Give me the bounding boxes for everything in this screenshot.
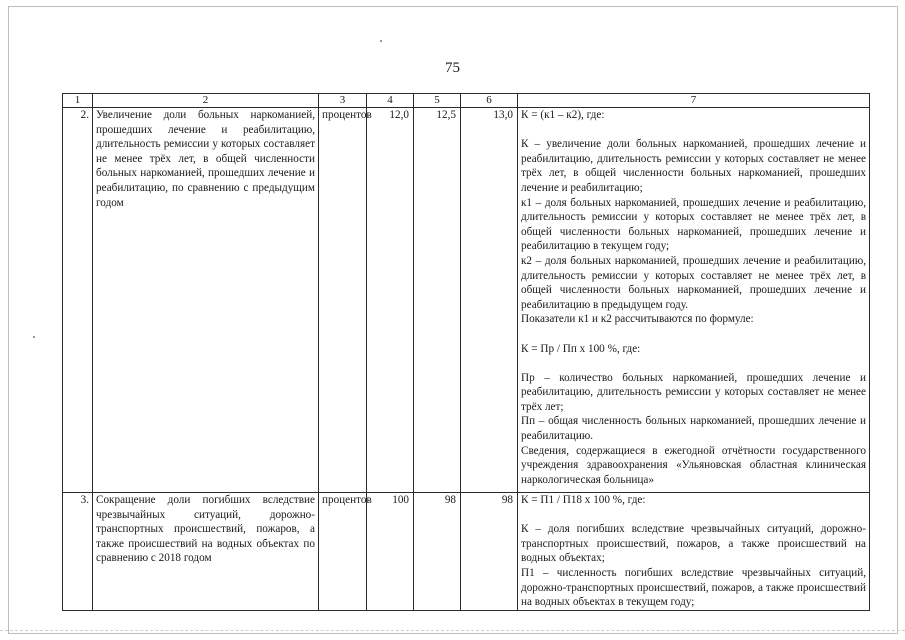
method-line: К – доля погибших вследствие чрезвычайных ситуаций, дорожно-транспортных происшествий, пожаров, а также происшествий на водных объектах;	[521, 523, 866, 565]
value-cell: 98	[461, 493, 518, 611]
scan-speck	[33, 336, 35, 338]
row-number: 3.	[63, 493, 93, 611]
value-cell: 12,0	[367, 108, 414, 493]
method-line: Сведения, содержащиеся в ежегодной отчётности государственного учреждения здравоохранения «Ульяновская областная клиническая наркологическая больница»	[521, 444, 866, 486]
method-line: К = Пр / Пп х 100 %, где:	[521, 342, 641, 355]
method-line: к1 – доля больных наркоманией, прошедших лечение и реабилитацию, длительность ремиссии у которых составляет не менее трёх лет, в общей численности больных наркоманией, прошедших лечение и реабилитацию в текущем году;	[521, 196, 866, 253]
method-line: К = П1 / П18 х 100 %, где:	[521, 494, 646, 506]
indicator-name: Увеличение доли больных наркоманией, прошедших лечение и реабилитацию, длительность ремиссии у которых составляет не менее трёх лет, в общей численности больных наркоманией, прошедших лечение и реабилитацию, по сравнению с предыдущим годом	[93, 108, 319, 493]
column-header: 5	[414, 94, 461, 108]
indicators-table	[62, 93, 870, 611]
column-header: 3	[319, 94, 367, 108]
scan-speck	[380, 40, 382, 42]
value-cell: 100	[367, 493, 414, 611]
method-line: Показатели к1 и к2 рассчитываются по формуле:	[521, 313, 754, 326]
table-row	[63, 493, 870, 611]
unit-cell: процентов	[319, 493, 367, 611]
page-number: 75	[445, 60, 460, 76]
method-line: К – увеличение доли больных наркоманией, прошедших лечение и реабилитацию, длительность ремиссии у которых составляет не менее трёх лет, в общей численности больных наркоманией, прошедших лечение и реабилитацию;	[521, 138, 866, 194]
unit-cell: процентов	[319, 108, 367, 493]
column-header: 1	[63, 94, 93, 108]
calculation-method	[518, 108, 870, 493]
method-line: Пр – количество больных наркоманией, прошедших лечение и реабилитацию, длительность ремиссии у которых составляет не менее трёх лет;	[521, 371, 866, 413]
method-line: к2 – доля больных наркоманией, прошедших лечение и реабилитацию, длительность ремиссии у которых составляет не менее трёх лет, в общей численности больных наркоманией, прошедших лечение и реабилитацию в предыдущем году.	[521, 254, 866, 311]
calculation-method	[518, 493, 870, 611]
method-line: Пп – общая численность больных наркоманией, прошедших лечение и реабилитацию.	[521, 415, 866, 443]
method-line: П1 – численность погибших вследствие чрезвычайных ситуаций, дорожно-транспортных происшествий, пожаров, а также происшествий на водных объектах в текущем году;	[521, 566, 866, 609]
column-header: 4	[367, 94, 414, 108]
table-row	[63, 108, 870, 493]
value-cell: 13,0	[461, 108, 518, 493]
value-cell: 12,5	[414, 108, 461, 493]
column-header: 6	[461, 94, 518, 108]
column-header: 2	[93, 94, 319, 108]
column-header: 7	[518, 94, 870, 108]
method-line: К = (к1 – к2), где:	[521, 109, 605, 121]
table-header-row	[63, 94, 870, 108]
row-number: 2.	[63, 108, 93, 493]
value-cell: 98	[414, 493, 461, 611]
scan-edge	[0, 630, 905, 632]
indicator-name: Сокращение доли погибших вследствие чрезвычайных ситуаций, дорожно-транспортных происшествий, пожаров, а также происшествий на водных объектах по сравнению с 2018 годом	[93, 493, 319, 611]
